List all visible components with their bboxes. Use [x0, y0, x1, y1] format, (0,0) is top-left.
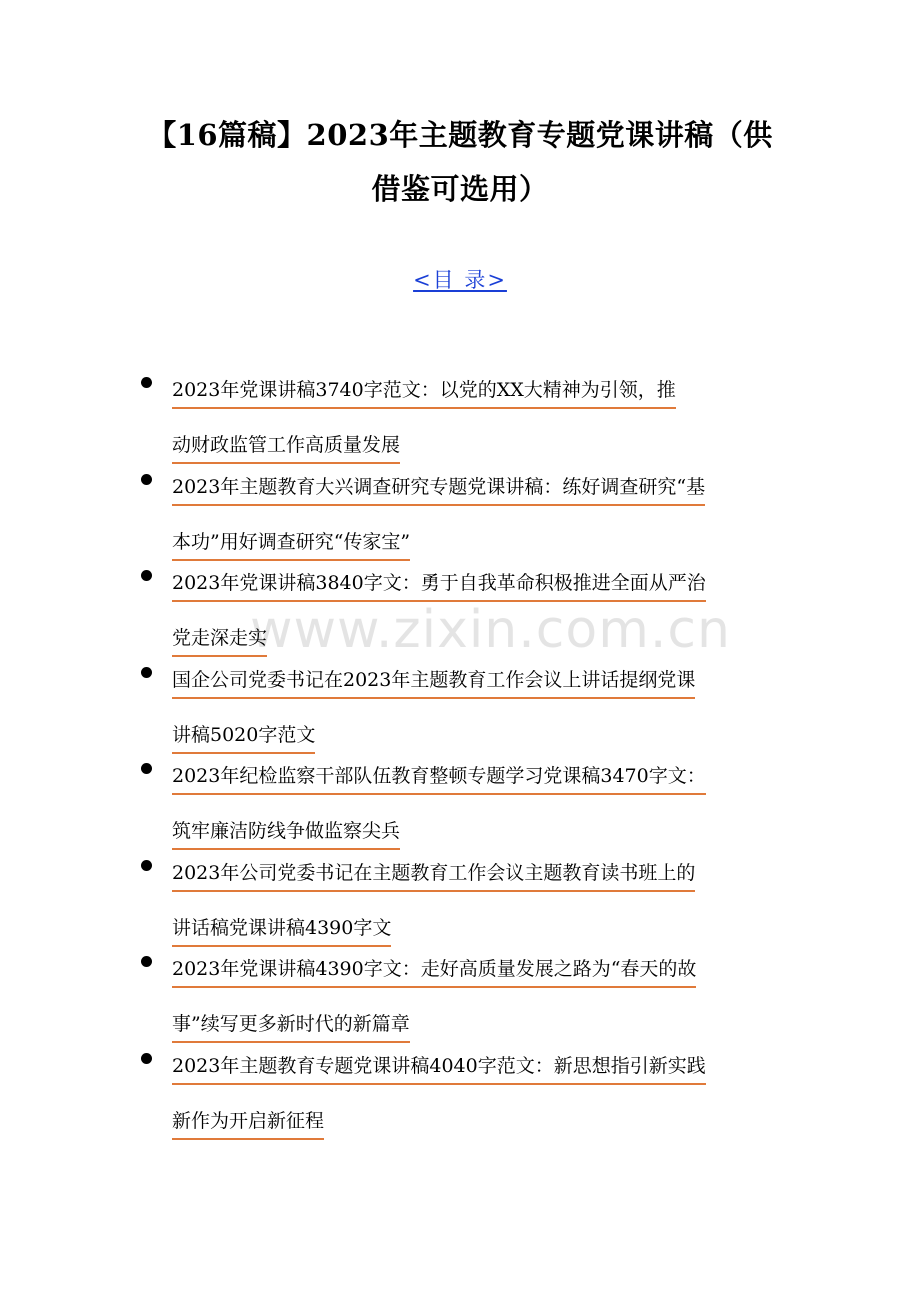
title-line-2: 借鉴可选用） [371, 172, 549, 206]
toc-link-line-1: 2023年党课讲稿3840字文：勇于自我革命积极推进全面从严治 [172, 566, 706, 602]
toc-link-line-2: 本功”用好调查研究“传家宝” [172, 525, 410, 561]
toc-link[interactable] [172, 752, 788, 862]
toc-heading-link[interactable]: <目 录> [413, 268, 507, 292]
toc-link-line-1: 国企公司党委书记在2023年主题教育工作会议上讲话提纲党课 [172, 663, 695, 699]
toc-item [138, 849, 788, 946]
toc-link-line-2: 动财政监管工作高质量发展 [172, 428, 400, 464]
toc-link[interactable] [172, 656, 788, 766]
toc-link-line-1: 2023年公司党委书记在主题教育工作会议主题教育读书班上的 [172, 856, 695, 892]
toc-link-line-1: 2023年党课讲稿4390字文：走好高质量发展之路为“春天的故 [172, 952, 696, 988]
toc-link-line-1: 2023年主题教育大兴调查研究专题党课讲稿：练好调查研究“基 [172, 470, 705, 506]
toc-link[interactable] [172, 366, 788, 476]
toc-link[interactable] [172, 559, 788, 669]
watermark: www.zixin.com.cn [250, 600, 731, 660]
toc-item [138, 656, 788, 753]
toc-link-line-2: 党走深走实 [172, 621, 267, 657]
toc-item [138, 463, 788, 560]
bullet-icon [141, 956, 152, 967]
toc-link-line-2: 新作为开启新征程 [172, 1104, 324, 1140]
toc-item [138, 559, 788, 656]
toc-link-line-2: 讲稿5020字范文 [172, 718, 315, 754]
title-line-1: 【16篇稿】2023年主题教育专题党课讲稿（供 [147, 118, 773, 152]
toc-link-line-2: 事”续写更多新时代的新篇章 [172, 1007, 410, 1043]
toc-list [138, 366, 788, 1138]
bullet-icon [141, 570, 152, 581]
toc-heading [0, 264, 920, 296]
toc-link[interactable] [172, 463, 788, 573]
bullet-icon [141, 763, 152, 774]
toc-link-line-1: 2023年党课讲稿3740字范文：以党的XX大精神为引领，推 [172, 373, 676, 409]
toc-link-line-1: 2023年主题教育专题党课讲稿4040字范文：新思想指引新实践 [172, 1049, 706, 1085]
document-title [120, 108, 800, 216]
toc-link-line-1: 2023年纪检监察干部队伍教育整顿专题学习党课稿3470字文： [172, 759, 706, 795]
toc-link[interactable] [172, 1042, 788, 1152]
bullet-icon [141, 1053, 152, 1064]
toc-link[interactable] [172, 849, 788, 959]
toc-item [138, 752, 788, 849]
bullet-icon [141, 667, 152, 678]
bullet-icon [141, 474, 152, 485]
toc-item [138, 1042, 788, 1139]
toc-item [138, 366, 788, 463]
bullet-icon [141, 860, 152, 871]
toc-link[interactable] [172, 945, 788, 1055]
bullet-icon [141, 377, 152, 388]
toc-link-line-2: 筑牢廉洁防线争做监察尖兵 [172, 814, 400, 850]
toc-item [138, 945, 788, 1042]
toc-link-line-2: 讲话稿党课讲稿4390字文 [172, 911, 391, 947]
